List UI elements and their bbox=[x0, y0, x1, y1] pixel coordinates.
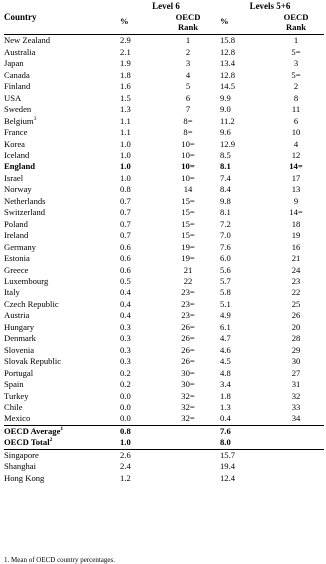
country-cell bbox=[4, 413, 116, 425]
table-row bbox=[4, 379, 324, 390]
country-cell bbox=[4, 461, 116, 472]
country-name: Netherlands bbox=[4, 195, 46, 206]
levels56-rank-cell: 4 bbox=[293, 138, 299, 149]
country-name: Iceland bbox=[4, 149, 30, 160]
levels56-rank-cell: 23 bbox=[291, 275, 301, 286]
country-cell bbox=[4, 104, 116, 115]
country-cell bbox=[4, 35, 116, 47]
level6-percent-cell: 2.6 bbox=[120, 449, 131, 460]
country-name: Czech Republic bbox=[4, 298, 59, 309]
country-name: Singapore bbox=[4, 449, 39, 460]
level6-percent-cell: 0.7 bbox=[120, 218, 131, 229]
country-cell bbox=[4, 196, 116, 207]
country-cell bbox=[4, 47, 116, 58]
level6-percent-cell: 0.3 bbox=[120, 321, 131, 332]
levels56-rank-cell: 2 bbox=[293, 81, 299, 92]
level6-percent-cell: 0.2 bbox=[120, 379, 131, 390]
levels56-rank-cell: 17 bbox=[291, 172, 301, 183]
level6-percent-cell: 1.6 bbox=[120, 81, 131, 92]
level6-percent-cell: 0.3 bbox=[120, 333, 131, 344]
level6-percent-cell: 1.0 bbox=[120, 138, 131, 149]
levels56-percent-cell: 3.4 bbox=[220, 379, 231, 390]
levels56-percent-cell: 4.9 bbox=[220, 310, 231, 321]
level6-percent-header: % bbox=[120, 16, 129, 27]
levels56-rank-cell: 14= bbox=[289, 207, 303, 218]
country-name: England bbox=[4, 161, 36, 172]
country-cell bbox=[4, 322, 116, 333]
level6-group-header: Level 6 bbox=[152, 1, 180, 11]
level6-rank-cell bbox=[160, 437, 216, 449]
table-row bbox=[4, 322, 324, 333]
levels56-percent-cell: 13.4 bbox=[220, 58, 236, 69]
levels56-rank-cell bbox=[268, 461, 324, 472]
levels56-percent-cell: 11.2 bbox=[220, 115, 235, 126]
footnote: 1. Mean of OECD country percentages. bbox=[4, 556, 115, 564]
country-name: Israel bbox=[4, 172, 24, 183]
rank-header-line1: OECD bbox=[283, 12, 309, 23]
country-cell bbox=[4, 58, 116, 69]
country-name: Shanghai bbox=[4, 461, 36, 472]
table-row bbox=[4, 449, 324, 461]
table-row bbox=[4, 242, 324, 253]
country-cell bbox=[4, 161, 116, 172]
country-name: Korea bbox=[4, 138, 25, 149]
levels56-percent-cell: 5.1 bbox=[220, 298, 231, 309]
table-row bbox=[4, 413, 324, 425]
levels56-rank-cell bbox=[268, 425, 324, 437]
rank-header-line2: Rank bbox=[177, 22, 199, 33]
footnote-marker: 3 bbox=[33, 115, 37, 122]
country-cell bbox=[4, 116, 116, 127]
table-row bbox=[4, 196, 324, 207]
level6-rank-cell: 8= bbox=[183, 127, 193, 138]
table-row bbox=[4, 116, 324, 127]
table-row bbox=[4, 93, 324, 104]
table-body bbox=[4, 35, 324, 484]
country-cell bbox=[4, 310, 116, 321]
level6-rank-cell bbox=[160, 425, 216, 437]
table-row bbox=[4, 253, 324, 264]
results-table bbox=[4, 0, 324, 484]
level6-percent-cell: 0.7 bbox=[120, 195, 131, 206]
country-name: New Zealand bbox=[4, 35, 51, 46]
levels56-percent-cell: 12.8 bbox=[220, 69, 236, 80]
levels56-rank-cell: 19 bbox=[291, 230, 301, 241]
levels56-percent-cell: 12.4 bbox=[220, 472, 236, 483]
table-row bbox=[4, 35, 324, 47]
level6-percent-cell: 0.6 bbox=[120, 253, 131, 264]
level6-rank-cell: 8= bbox=[183, 115, 193, 126]
country-cell bbox=[4, 368, 116, 379]
levels56-rank-cell bbox=[268, 473, 324, 484]
levels56-rank-cell: 21 bbox=[291, 253, 301, 264]
country-name: Belgium bbox=[4, 115, 34, 126]
country-cell bbox=[4, 70, 116, 81]
level6-rank-cell: 10= bbox=[181, 138, 195, 149]
levels56-percent-cell: 7.6 bbox=[220, 241, 231, 252]
level6-rank-cell: 7 bbox=[185, 104, 191, 115]
level6-rank-header bbox=[160, 12, 216, 34]
table-row bbox=[4, 161, 324, 172]
levels56-percent-header: % bbox=[220, 16, 229, 27]
table-row bbox=[4, 184, 324, 195]
country-cell bbox=[4, 299, 116, 310]
country-name: Slovak Republic bbox=[4, 356, 62, 367]
levels56-percent-cell: 9.9 bbox=[220, 92, 231, 103]
level6-percent-cell: 1.0 bbox=[120, 172, 131, 183]
levels56-percent-cell: 5.6 bbox=[220, 264, 231, 275]
level6-rank-cell: 3 bbox=[185, 58, 191, 69]
level6-rank-cell: 26= bbox=[181, 356, 195, 367]
country-name: Hungary bbox=[4, 321, 35, 332]
level6-rank-cell: 14 bbox=[183, 184, 193, 195]
levels56-rank-cell: 9 bbox=[293, 195, 299, 206]
table-row bbox=[4, 402, 324, 413]
levels56-percent-cell: 8.4 bbox=[220, 184, 231, 195]
country-cell bbox=[4, 333, 116, 344]
levels56-percent-cell: 4.5 bbox=[220, 356, 231, 367]
country-cell bbox=[4, 437, 116, 449]
table-row bbox=[4, 287, 324, 298]
country-cell bbox=[4, 173, 116, 184]
country-cell bbox=[4, 150, 116, 161]
table-row bbox=[4, 104, 324, 115]
table-row bbox=[4, 345, 324, 356]
footnote-marker: 2 bbox=[49, 437, 53, 444]
level6-percent-cell: 0.6 bbox=[120, 264, 131, 275]
levels56-percent-cell: 9.6 bbox=[220, 127, 231, 138]
country-column-header: Country bbox=[4, 11, 37, 22]
country-name: Ireland bbox=[4, 230, 29, 241]
country-cell bbox=[4, 473, 116, 484]
table-row bbox=[4, 173, 324, 184]
country-name: Norway bbox=[4, 184, 32, 195]
level6-rank-cell: 22 bbox=[183, 275, 193, 286]
level6-percent-cell: 1.9 bbox=[120, 58, 131, 69]
levels56-rank-cell: 8 bbox=[293, 92, 299, 103]
level6-rank-cell: 15= bbox=[181, 230, 195, 241]
level6-percent-cell: 0.7 bbox=[120, 230, 131, 241]
table-row bbox=[4, 299, 324, 310]
level6-rank-cell: 26= bbox=[181, 333, 195, 344]
level6-percent-cell: 0.4 bbox=[120, 310, 131, 321]
level6-rank-cell: 30= bbox=[181, 379, 195, 390]
country-name: Hong Kong bbox=[4, 472, 45, 483]
levels56-rank-cell: 20 bbox=[291, 321, 301, 332]
level6-rank-cell: 32= bbox=[181, 390, 195, 401]
country-name: Sweden bbox=[4, 104, 32, 115]
level6-rank-cell: 30= bbox=[181, 367, 195, 378]
table-row bbox=[4, 207, 324, 218]
country-cell bbox=[4, 139, 116, 150]
country-name: Luxembourg bbox=[4, 275, 49, 286]
level6-percent-cell: 0.0 bbox=[120, 401, 131, 412]
levels56-percent-cell: 19.4 bbox=[220, 461, 236, 472]
levels56-rank-cell: 1 bbox=[293, 35, 299, 46]
country-cell bbox=[4, 230, 116, 241]
levels56-rank-cell: 31 bbox=[291, 379, 301, 390]
levels56-rank-cell: 32 bbox=[291, 390, 301, 401]
levels56-rank-cell: 5= bbox=[291, 69, 301, 80]
country-cell bbox=[4, 93, 116, 104]
country-cell bbox=[4, 276, 116, 287]
table-row bbox=[4, 70, 324, 81]
level6-rank-cell: 23= bbox=[181, 287, 195, 298]
level6-percent-cell: 1.1 bbox=[120, 127, 131, 138]
levels56-percent-cell: 5.7 bbox=[220, 275, 231, 286]
level6-rank-cell: 1 bbox=[185, 35, 191, 46]
level6-percent-cell: 0.8 bbox=[120, 184, 131, 195]
country-cell bbox=[4, 345, 116, 356]
levels56-rank-cell bbox=[268, 449, 324, 461]
level6-rank-cell: 15= bbox=[181, 218, 195, 229]
levels56-rank-cell: 28 bbox=[291, 333, 301, 344]
country-name: Portugal bbox=[4, 367, 34, 378]
levels56-percent-cell: 15.7 bbox=[220, 449, 236, 460]
levels56-rank-cell bbox=[268, 437, 324, 449]
levels56-percent-cell: 5.8 bbox=[220, 287, 231, 298]
country-name: Spain bbox=[4, 379, 24, 390]
levels56-percent-cell: 7.0 bbox=[220, 230, 231, 241]
country-cell bbox=[4, 207, 116, 218]
levels56-rank-cell: 14= bbox=[289, 161, 303, 172]
levels56-percent-cell: 7.4 bbox=[220, 172, 231, 183]
table-row bbox=[4, 437, 324, 449]
table-row bbox=[4, 473, 324, 484]
level6-percent-cell: 0.2 bbox=[120, 367, 131, 378]
levels56-percent-cell: 4.6 bbox=[220, 344, 231, 355]
rank-header-line2: Rank bbox=[285, 22, 307, 33]
table-row bbox=[4, 219, 324, 230]
levels56-rank-cell: 5= bbox=[291, 46, 301, 57]
country-name: Switzerland bbox=[4, 207, 46, 218]
country-cell bbox=[4, 425, 116, 437]
country-name: Turkey bbox=[4, 390, 29, 401]
country-cell bbox=[4, 81, 116, 92]
level6-percent-cell: 0.4 bbox=[120, 298, 131, 309]
level6-percent-cell: 0.5 bbox=[120, 275, 131, 286]
levels56-percent-cell: 6.0 bbox=[220, 253, 231, 264]
levels56-rank-header bbox=[268, 12, 324, 34]
level6-percent-cell: 1.3 bbox=[120, 104, 131, 115]
level6-percent-cell: 1.0 bbox=[120, 149, 131, 160]
level6-percent-cell: 0.0 bbox=[120, 390, 131, 401]
levels56-rank-cell: 29 bbox=[291, 344, 301, 355]
country-name: Denmark bbox=[4, 333, 36, 344]
levels56-rank-cell: 34 bbox=[291, 413, 301, 424]
levels56-percent-cell: 8.1 bbox=[220, 161, 231, 172]
level6-rank-cell: 15= bbox=[181, 195, 195, 206]
table-row bbox=[4, 58, 324, 69]
country-cell bbox=[4, 402, 116, 413]
country-cell bbox=[4, 219, 116, 230]
country-name: USA bbox=[4, 92, 22, 103]
country-cell bbox=[4, 253, 116, 264]
table-row bbox=[4, 47, 324, 58]
country-cell bbox=[4, 449, 116, 461]
level6-percent-cell: 0.3 bbox=[120, 356, 131, 367]
country-name: Estonia bbox=[4, 253, 30, 264]
levels56-percent-cell: 7.6 bbox=[216, 425, 268, 437]
level6-percent-cell: 1.8 bbox=[120, 69, 131, 80]
level6-rank-cell: 10= bbox=[181, 172, 195, 183]
levels56-percent-cell: 0.4 bbox=[220, 413, 231, 424]
levels56-percent-cell: 8.5 bbox=[220, 149, 231, 160]
levels56-rank-cell: 13 bbox=[291, 184, 301, 195]
table-row bbox=[4, 425, 324, 437]
table-row bbox=[4, 276, 324, 287]
level6-rank-cell: 26= bbox=[181, 344, 195, 355]
country-cell bbox=[4, 184, 116, 195]
level6-percent-cell: 0.7 bbox=[120, 207, 131, 218]
levels56-rank-cell: 26 bbox=[291, 310, 301, 321]
level6-percent-cell: 1.2 bbox=[120, 472, 131, 483]
country-name: Mexico bbox=[4, 413, 31, 424]
country-name: Chile bbox=[4, 401, 23, 412]
level6-rank-cell: 2 bbox=[185, 46, 191, 57]
levels56-rank-cell: 30 bbox=[291, 356, 301, 367]
levels56-rank-cell: 6 bbox=[293, 115, 299, 126]
country-name: Italy bbox=[4, 287, 20, 298]
level6-rank-cell: 21 bbox=[183, 264, 193, 275]
level6-rank-cell: 32= bbox=[181, 401, 195, 412]
level6-percent-cell: 1.1 bbox=[120, 115, 131, 126]
levels56-percent-cell: 1.3 bbox=[220, 401, 231, 412]
level6-rank-cell: 26= bbox=[181, 321, 195, 332]
levels56-percent-cell: 1.8 bbox=[220, 390, 231, 401]
country-cell bbox=[4, 379, 116, 390]
levels56-percent-cell: 12.8 bbox=[220, 46, 236, 57]
country-cell bbox=[4, 242, 116, 253]
table-row bbox=[4, 139, 324, 150]
country-name: Canada bbox=[4, 69, 30, 80]
country-cell bbox=[4, 265, 116, 276]
table-row bbox=[4, 333, 324, 344]
levels56-rank-cell: 16 bbox=[291, 241, 301, 252]
table-row bbox=[4, 356, 324, 367]
level6-rank-cell: 23= bbox=[181, 298, 195, 309]
level6-percent-cell: 0.4 bbox=[120, 287, 131, 298]
levels56-percent-cell: 9.8 bbox=[220, 195, 231, 206]
level6-rank-cell: 19= bbox=[181, 241, 195, 252]
country-name: Australia bbox=[4, 46, 36, 57]
levels56-rank-cell: 33 bbox=[291, 401, 301, 412]
level6-percent-cell: 2.1 bbox=[120, 46, 131, 57]
country-name: Finland bbox=[4, 81, 31, 92]
table-row bbox=[4, 127, 324, 138]
country-cell bbox=[4, 287, 116, 298]
table-row bbox=[4, 265, 324, 276]
footnote-marker: 1 bbox=[60, 426, 64, 432]
levels56-percent-cell: 15.8 bbox=[220, 35, 236, 46]
level6-percent-cell: 2.4 bbox=[120, 461, 131, 472]
table-row bbox=[4, 391, 324, 402]
level6-rank-cell: 32= bbox=[181, 413, 195, 424]
country-cell bbox=[4, 127, 116, 138]
country-name: Poland bbox=[4, 218, 28, 229]
level6-percent-cell: 2.9 bbox=[120, 35, 131, 46]
levels56-percent-cell: 9.0 bbox=[220, 104, 231, 115]
country-cell bbox=[4, 356, 116, 367]
country-name: France bbox=[4, 127, 28, 138]
country-cell bbox=[4, 391, 116, 402]
levels56-rank-cell: 12 bbox=[291, 149, 301, 160]
levels56-rank-cell: 25 bbox=[291, 298, 301, 309]
table-row bbox=[4, 310, 324, 321]
level6-rank-cell: 5 bbox=[185, 81, 191, 92]
country-name: Germany bbox=[4, 241, 36, 252]
levels56-percent-cell: 8.1 bbox=[220, 207, 231, 218]
country-name: Slovenia bbox=[4, 344, 35, 355]
level6-percent-cell: 0.8 bbox=[116, 425, 160, 437]
country-name: Japan bbox=[4, 58, 24, 69]
levels56-percent-cell: 6.1 bbox=[220, 321, 231, 332]
level6-rank-cell: 15= bbox=[181, 207, 195, 218]
levels56-rank-cell: 22 bbox=[291, 287, 301, 298]
level6-rank-cell: 19= bbox=[181, 253, 195, 264]
levels56-rank-cell: 10 bbox=[291, 127, 301, 138]
level6-percent-cell: 1.0 bbox=[120, 161, 131, 172]
levels56-percent-cell: 14.5 bbox=[220, 81, 236, 92]
table-row bbox=[4, 81, 324, 92]
levels56-percent-cell: 12.9 bbox=[220, 138, 236, 149]
levels56-percent-cell: 4.8 bbox=[220, 367, 231, 378]
country-name: OECD Average bbox=[4, 425, 61, 436]
level6-percent-cell: 0.0 bbox=[120, 413, 131, 424]
level6-percent-cell: 1.0 bbox=[116, 437, 160, 449]
level6-rank-cell: 10= bbox=[181, 149, 195, 160]
country-name: Austria bbox=[4, 310, 30, 321]
country-name: OECD Total bbox=[4, 437, 50, 448]
level6-percent-cell: 1.5 bbox=[120, 92, 131, 103]
levels56-rank-cell: 3 bbox=[293, 58, 299, 69]
level6-rank-cell: 6 bbox=[185, 92, 191, 103]
table-header bbox=[4, 0, 324, 35]
table-row bbox=[4, 150, 324, 161]
level6-rank-cell bbox=[160, 449, 216, 461]
level6-rank-cell: 23= bbox=[181, 310, 195, 321]
table-row bbox=[4, 230, 324, 241]
level6-percent-cell: 0.3 bbox=[120, 344, 131, 355]
levels56-rank-cell: 18 bbox=[291, 218, 301, 229]
levels56-percent-cell: 7.2 bbox=[220, 218, 231, 229]
levels56-percent-cell: 8.0 bbox=[216, 437, 268, 449]
level6-rank-cell: 10= bbox=[181, 161, 195, 172]
levels56-percent-cell: 4.7 bbox=[220, 333, 231, 344]
level6-rank-cell bbox=[160, 473, 216, 484]
levels56-rank-cell: 24 bbox=[291, 264, 301, 275]
table-row bbox=[4, 461, 324, 472]
level6-rank-cell: 4 bbox=[185, 69, 191, 80]
level6-rank-cell bbox=[160, 461, 216, 472]
table-row bbox=[4, 368, 324, 379]
levels56-rank-cell: 11 bbox=[291, 104, 301, 115]
rank-header-line1: OECD bbox=[175, 12, 201, 23]
levels56-group-header: Levels 5+6 bbox=[249, 1, 291, 11]
level6-percent-cell: 0.6 bbox=[120, 241, 131, 252]
country-name: Greece bbox=[4, 264, 29, 275]
levels56-rank-cell: 27 bbox=[291, 367, 301, 378]
